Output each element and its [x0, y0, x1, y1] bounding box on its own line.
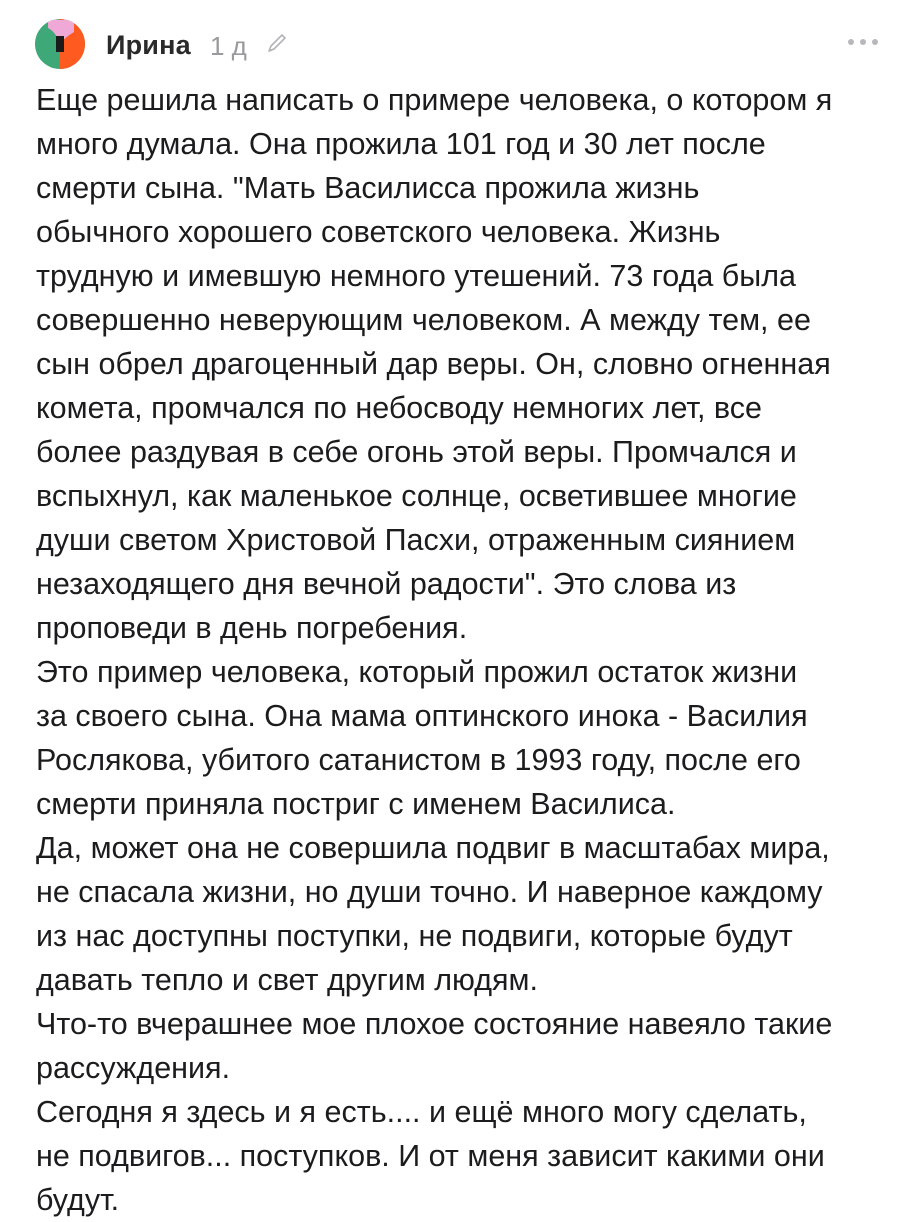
pencil-icon	[266, 32, 288, 54]
comment-time: 1 д	[210, 31, 247, 61]
comment-header	[34, 18, 887, 70]
comment-body	[36, 78, 886, 1222]
comment-paragraph: Да, может она не совершила подвиг в масштабах мира, не спасала жизни, но души точно. И наверное каждому из нас доступны поступки, не подвиги, которые будут давать тепло и свет другим людям.	[36, 831, 830, 997]
more-options-icon[interactable]	[843, 30, 883, 54]
comment-paragraph: Еще решила написать о примере человека, о котором я много думала. Она прожила 101 год и 30 лет после смерти сына. "Мать Василисса прожила жизнь обычного хорошего советского человека. Жизнь трудную и имевшую немного утешений. 73 года была совершенно неверующим человеком. А между тем, ее сын обрел драгоценный дар веры. Он, словно огненная комета, промчался по небосводу немногих лет, все более раздувая в себе огонь этой веры. Промчался и вспыхнул, как маленькое солнце, осветившее многие души светом Христовой Пасхи, отраженным сиянием незаходящего дня вечной радости". Это слова из проповеди в день погребения.	[36, 83, 833, 645]
comment-paragraph: Сегодня я здесь и я есть.... и ещё много могу сделать, не подвигов... поступков. И от меня зависит какими они будут.	[36, 1095, 825, 1217]
author-name[interactable]: Ирина	[106, 30, 191, 60]
avatar[interactable]	[34, 18, 86, 70]
comment-paragraph: Это пример человека, который прожил остаток жизни за своего сына. Она мама оптинского инока - Василия Рослякова, убитого сатанистом в 1993 году, после его смерти приняла постриг с именем Василиса.	[36, 655, 808, 821]
comment-paragraph: Что-то вчерашнее мое плохое состояние навеяло такие рассуждения.	[36, 1007, 833, 1085]
